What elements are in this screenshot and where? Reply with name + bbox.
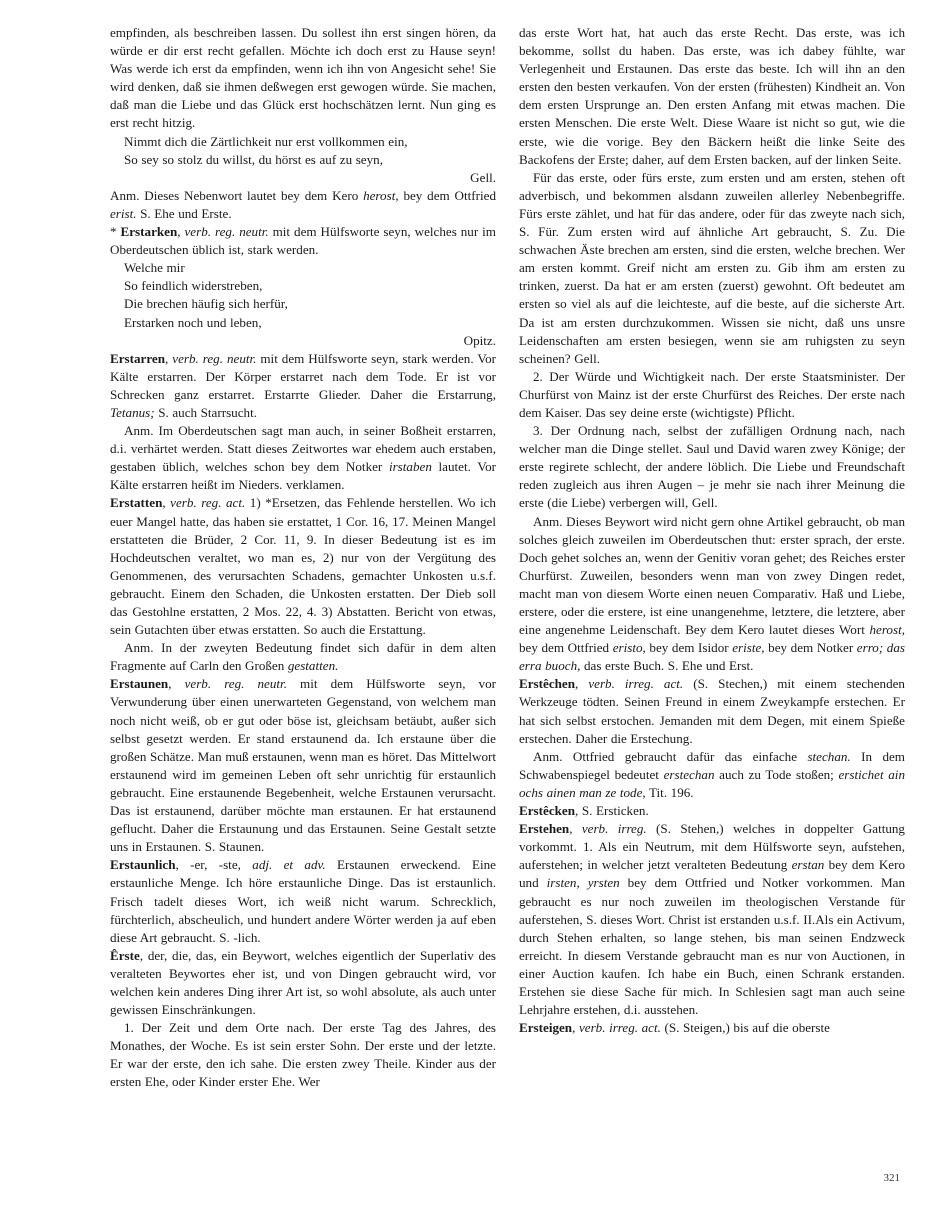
grammar-label: verb. irreg.: [581, 821, 647, 837]
italic-term: eristo,: [612, 640, 646, 656]
italic-term: erro; das erra buoch,: [519, 640, 905, 674]
grammar-label: verb. irreg. act.: [578, 1020, 661, 1036]
text-run: auch zu Tode stoßen;: [714, 766, 839, 782]
headword: Erstaunlich: [110, 857, 176, 873]
text-run: bey dem Ottfried: [519, 640, 613, 656]
definition-text: (S. Steigen,) bis auf die oberste: [660, 1020, 830, 1036]
paragraph-erste-sense-2: 2. Der Würde und Wichtigkeit nach. Der erste Staatsminister. Der Churfürst von Mainz ist der erste Churfürst des Reiches. Der erste nach dem Kaiser. Das sey deine erste (wichtigste) Pflicht.: [519, 368, 905, 420]
obsolete-marker: *: [110, 224, 121, 240]
text-run: Anm. In der zweyten Bedeutung findet sich dafür in dem alten Fragmente auf Carln den Großen: [110, 640, 496, 674]
text-run: Anm. Ottfried gebraucht dafür das einfache: [533, 748, 808, 764]
italic-term: herost,: [869, 622, 905, 638]
text-run: bey dem Ottfried: [398, 187, 497, 203]
text-run: In dem Schwabenspiegel bedeutet: [519, 748, 905, 782]
left-column: [110, 24, 496, 1092]
annotation-erst: [110, 187, 496, 223]
entry-erstatten: Erstatten, verb. reg. act. 1) *Ersetzen, das Fehlende herstellen. Wo ich euer Mangel hatte, das haben sie erstattet, 1 Cor. 16, 17. Meinen Mangel erstatteten die Brüder, 2 Cor. 11, 9. In dieser Bedeutung ist es im Hochdeutschen veraltet, wo man es, 2) nur von der Vergütung des Genommenen, des verursachten Schadens, gemachter Unkosten u.s.f. gebraucht. Einem den Schaden, die Unkosten erstatten. Der Dieb soll das Gestohlne erstatten, 2 Mos. 22, 4. 3) Abstatten. Bericht von etwas, sein Gutachten über etwas erstatten. So auch die Erstattung.: [110, 495, 496, 638]
quote-attribution: Opitz.: [463, 332, 496, 348]
definition-text: , der, die, das, ein Beywort, welches eigentlich der Superlativ des veralteten Beywortes eher ist, und von Dingen gebraucht wird, vor welchen kein anderes Ding ihrer Art ist, so wohl absolute, als auch unter gewissen Einschränkungen.: [110, 947, 496, 1018]
entry-erstehen: Erstehen, verb. irreg. (S. Stehen,) welches in doppelter Gattung vorkommt. 1. Als ein Neutrum, mit dem Hülfsworte seyn, aufstehen, auferstehen; in welcher jetzt veralteten Bedeutung erstan bey dem Kero und irsten, yrsten bey dem Ottfried und Notker vorkommen. Man gebraucht es nur noch zuweilen im theologischen Verstande für auferstehen, S. dieses Wort. Christ ist erstanden u.s.f. II.Als ein Activum, durch Stehen erhalten, so lange stehen, bis man seinen Endzweck erreicht. In diesem Verstande gebraucht man es nur von Auctionen, in einer Auction kaufen. Ich habe ein Buch, einen Schrank erstanden. Erstehen sie diese Sache für mich. In Schlesien sagt man auch seine Lehrjahre erstehen, d.i. ausstehen.: [519, 821, 906, 1018]
headword: Erstehen: [519, 821, 570, 837]
text-run: das erste Buch. S. Ehe und Erst.: [580, 658, 754, 674]
grammar-label: verb. reg. act.: [170, 495, 246, 511]
definition-text: , S. Ersticken.: [575, 803, 649, 819]
verse-line: Erstarken noch und leben,: [124, 314, 262, 330]
grammar-label: adj. et adv.: [252, 857, 326, 873]
entry-erstecken: [519, 802, 905, 820]
entry-erstarken: * Erstarken, verb. reg. neutr. mit dem Hülfsworte seyn, welches nur im Oberdeutschen üblich ist, stark werden.: [110, 224, 496, 258]
text-run: , -er, -ste,: [175, 857, 253, 873]
text-run: bey dem Notker: [764, 640, 857, 656]
entry-erstarren: Erstarren, verb. reg. neutr. mit dem Hülfsworte seyn, stark werden. Vor Kälte erstarren. Der Körper erstarret nach dem Tode. Er ist vor Schrecken ganz erstarret. Erstarrte Glieder. Daher die Erstarrung, Tetanus; S. auch Starrsucht.: [110, 350, 496, 420]
italic-term: irstaben: [388, 459, 432, 475]
text-run: S. auch Starrsucht.: [154, 404, 257, 420]
annotation-erste: [519, 513, 905, 676]
definition-text: 1) *Ersetzen, das Fehlende herstellen. Wo ich euer Mangel hatte, das haben sie erstattet, 1 Cor. 16, 17. Meinen Mangel erstatteten die Brüder, 2 Cor. 11, 9. In dieser Bedeutung ist es im Hochdeutschen veraltet, wo man es, 2) nur von der Vergütung des Genommenen, des verursachten Schadens, gemachter Unkosten u.s.f. gebraucht. Einem den Schaden, die Unkosten erstatten. Der Dieb soll das Gestohlne erstatten, 2 Mos. 22, 4. 3) Abstatten. Bericht von etwas, sein Gutachten über etwas erstatten. So auch die Erstattung.: [110, 495, 496, 638]
italic-term: eriste,: [732, 640, 765, 656]
text-run: Tit. 196.: [645, 784, 694, 800]
grammar-label: verb. reg. neutr.: [184, 224, 269, 240]
italic-term: irsten, yrsten: [546, 875, 620, 891]
verse-line: So sey so stolz du willst, du hörst es auf zu seyn,: [124, 151, 383, 167]
definition-text: mit dem Hülfsworte seyn, vor Verwunderung über einen unerwarteten Gegenstand, von welchem man noch nicht weiß, ob er gut oder böse ist, gleichsam betäubt, außer sich selbst gesetzt werden. Er stand erstaunend da. Ich erstaune über die großen Schätze. Man muß erstaunen, wenn man es höret. Das Mittelwort erstaunend wird im gemeinen Leben oft sehr unrichtig für erstaunlich gebraucht. Eine erstaunende Begebenheit, welche Erstaunen verursacht. Das ist erstaunend, darüber möchte man erstaunen. Er hat erstaunend geflucht. Daher die Erstaunung und das Erstaunen. Seine Gestalt setzte uns in Erstaunen. S. Staunen.: [110, 676, 497, 855]
entry-erstaunlich: [110, 856, 496, 946]
paragraph-erste-continuation: das erste Wort hat, hat auch das erste Recht. Das erste, was ich bekomme, sollst du haben. Das erste, was ich dabey fühlte, war Verlegenheit und Erstaunen. Das erste das beste. Ich will ihn an den ersten den besten verkaufen. Von der ersten (frühesten) Kindheit an. Von dem ersten Ursprunge an. Den ersten Anfang mit etwas machen. Die ersten Menschen. Die erste Welt. Diese Waare ist nicht so gut, wie die erste, wie die vorige. Bey den Bäckern heißt die linke Seite des Backofens der Erste; daher, auf dem Ersten backen, auf der linken Seite.: [519, 25, 905, 167]
italic-term: Tetanus;: [110, 404, 155, 420]
headword: Erstêchen: [519, 676, 576, 692]
verse-line: So feindlich widerstreben,: [124, 278, 263, 294]
italic-term: erstan: [791, 857, 825, 873]
definition-text: mit dem Hülfsworte seyn, stark werden. Vor Kälte erstarren. Der Körper erstarret nach dem Tode. Er ist vor Schrecken ganz erstarret. Erstarrte Glieder. Daher die Erstarrung,: [110, 350, 496, 402]
right-column: [519, 24, 905, 1037]
verse-line: Nimmt dich die Zärtlichkeit nur erst vollkommen ein,: [124, 133, 408, 149]
text-run: lautet. Vor Kälte erstarren heißt im Nieders. verklamen.: [110, 459, 496, 493]
entry-erstechen: Erstêchen, verb. irreg. act. (S. Stechen,) mit einem stechenden Werkzeuge tödten. Seinen Freund in einem Zweykampfe erstechen. Er hat sich selbst erstochen. Jemanden mit dem Degen, mit einem Spieße erstechen. Daher die Erstechung.: [519, 676, 905, 746]
definition-text: (S. Stehen,) welches in doppelter Gattung vorkommt. 1. Als ein Neutrum, mit dem Hülfsworte seyn, aufstehen, auferstehen; in welcher jetzt veralteten Bedeutung: [519, 821, 905, 873]
paragraph-erste-adverbial: Für das erste, oder fürs erste, zum ersten und am ersten, stehen oft adverbisch, und bekommen alsdann zuweilen allerley Nebenbegriffe. Fürs erste zählet, und hat für das andere, oder für das zweyte nach sich, S. Für. Zum ersten wird auf ähnliche Art gebraucht, S. Zu. Die schwachen Äste brechen am ersten, sind die ersten, welche brechen. Wer am ersten kommt. Greif nicht am ersten zu. Gib ihm am ersten zu trinken, zuerst. Da hat er am ersten (zuerst) gewohnt. Oft bedeutet am ersten so viel als auf die leichteste, auf die beste, auf die sicherste Art. Da ist am ersten durchzukommen. Wissen sie nicht, daß uns unsre Leidenschaften am ersten besiegen, wenn sie am ruhigsten zu seyn scheinen? Gell.: [519, 169, 905, 366]
grammar-label: verb. irreg. act.: [588, 676, 684, 692]
quote-attribution: Gell.: [470, 169, 496, 185]
entry-ersteigen: Ersteigen, verb. irreg. act. (S. Steigen,) bis auf die oberste: [519, 1020, 830, 1036]
italic-term: stechan.: [807, 748, 851, 764]
annotation-erstechen: [519, 748, 905, 802]
definition-text: mit dem Hülfsworte seyn, welches nur im Oberdeutschen üblich ist, stark werden.: [110, 224, 496, 258]
headword: Erstaunen: [110, 676, 169, 692]
italic-term: erstichet ain ochs ainen man ze tode,: [519, 766, 905, 800]
paragraph-erste-sense-1: 1. Der Zeit und dem Orte nach. Der erste Tag des Jahres, des Monathes, der Woche. Es ist sein erster Sohn. Der erste und der letzte. Er war der erste, den ich sahe. Die ersten zwey Theile. Kinder aus der ersten Ehe, oder Kinder erster Ehe. Wer: [110, 1020, 496, 1090]
grammar-label: verb. reg. neutr.: [172, 350, 257, 366]
grammar-label: verb. reg. neutr.: [184, 676, 287, 692]
definition-text: Erstaunen erweckend. Eine erstaunliche Menge. Ich höre erstaunliche Dinge. Das ist erstaunlich. Frisch tadelt dieses Wort, ich weiß nicht warum. Schrecklich, fürchterlich, abscheulich, und hundert andere Wörter werden ja auf eben diese Art gebraucht. S. -lich.: [110, 857, 496, 945]
verse-line: Welche mir: [124, 260, 185, 276]
annotation-erstatten: [110, 639, 496, 675]
italic-term: gestatten.: [287, 658, 339, 674]
definition-text: (S. Stechen,) mit einem stechenden Werkzeuge tödten. Seinen Freund in einem Zweykampfe erstechen. Er hat sich selbst erstochen. Jemanden mit dem Degen, mit einem Spieße erstechen. Daher die Erstechung.: [519, 676, 905, 746]
headword: Ersteigen: [519, 1020, 573, 1036]
text-run: Anm. Dieses Nebenwort lautet bey dem Kero: [110, 187, 364, 203]
headword: Êrste: [110, 947, 140, 963]
text-run: Anm. Im Oberdeutschen sagt man auch, in seiner Boßheit erstarren, d.i. verhärtet werden. Statt dieses Zeitwortes war ehedem auch erstaben, gestaben üblich, welches schon bey dem Notker: [110, 423, 496, 475]
headword: Erstarren: [110, 350, 166, 366]
italic-term: herost,: [363, 187, 399, 203]
text-run: S. Ehe und Erste.: [136, 205, 232, 221]
paragraph-erste-sense-3: 3. Der Ordnung nach, selbst der zufälligen Ordnung nach, nach welcher man die Dinge stellet. Saul und David waren zwey Könige; der erste regirete schlecht, der andere löblich. Die Liebe und Freundschaft reden zugleich aus ihren Augen – je mehr sie nach ihrer Meinung die erste (die Liebe) verbergen will, Gell.: [519, 423, 905, 511]
text-run: bey dem Ottfried und Notker vorkommen. Man gebraucht es nur noch zuweilen im theologischen Verstande für auferstehen, S. dieses Wort. Christ ist erstanden u.s.f. II.Als ein Activum, durch Stehen erhalten, so lange stehen, bis man seinen Endzweck erreicht. In diesem Verstande gebraucht man es nur von Auctionen, in einer Auction kaufen. Ich habe ein Buch, einen Schrank erstanden. Erstehen sie diese Sache für mich. In Schlesien sagt man auch seine Lehrjahre erstehen, d.i. ausstehen.: [519, 875, 905, 1018]
page-number: 321: [883, 1172, 900, 1184]
text-run: bey dem Kero und: [519, 857, 906, 891]
annotation-erstarren: [110, 422, 496, 494]
text-run: Anm. Dieses Beywort wird nicht gern ohne Artikel gebraucht, ob man solches gleich zuweilen im Oberdeutschen thut: erster sprach, der erste. Doch gehet solches an, wenn der Genitiv voran gehet; des Reiches erster Churfürst. Zuweilen, besonders wenn man von zwey Dingen redet, macht man von diesem Worte einen neuen Comparativ. Haß und Liebe, erstere, oder die erstere, ist eine unangenehme, letztere, die letztere, aber eine angenehme Leidenschaft. Bey dem Kero lautet dieses Wort: [519, 513, 905, 638]
paragraph-erst-continuation: empfinden, als beschreiben lassen. Du sollest ihn erst singen hören, da würde er dir erst recht gefallen. Möchte ich doch erst zu Hause seyn! Was werde ich erst da empfinden, wenn ich ihn von Angesicht sehe! Sie wird denken, daß sie ihmen deßwegen erst gewogen würde. Sie machen, daß man die Liebe und das Glück erst hochschätzen lernt. Nun ging es erst recht hitzig.: [110, 25, 496, 131]
headword: Erstêcken: [519, 803, 576, 819]
italic-term: erist.: [110, 205, 137, 221]
headword: Erstarken: [120, 224, 178, 240]
entry-erste: [110, 947, 496, 1019]
text-run: bey dem Isidor: [645, 640, 733, 656]
verse-line: Die brechen häufig sich herfür,: [124, 296, 288, 312]
headword: Erstatten: [110, 495, 163, 511]
italic-term: erstechan: [663, 766, 715, 782]
entry-erstaunen: Erstaunen, verb. reg. neutr. mit dem Hülfsworte seyn, vor Verwunderung über einen unerwarteten Gegenstand, von welchem man noch nicht weiß, ob er gut oder böse ist, gleichsam betäubt, außer sich selbst gesetzt werden. Er stand erstaunend da. Ich erstaune über die großen Schätze. Man muß erstaunen, wenn man es höret. Das Mittelwort erstaunend wird im gemeinen Leben oft sehr unrichtig für erstaunlich gebraucht. Eine erstaunende Begebenheit, welche Erstaunen verursacht. Das ist erstaunend, darüber möchte man erstaunen. Er hat erstaunend geflucht. Daher die Erstaunung und das Erstaunen. Seine Gestalt setzte uns in Erstaunen. S. Staunen.: [110, 676, 497, 855]
